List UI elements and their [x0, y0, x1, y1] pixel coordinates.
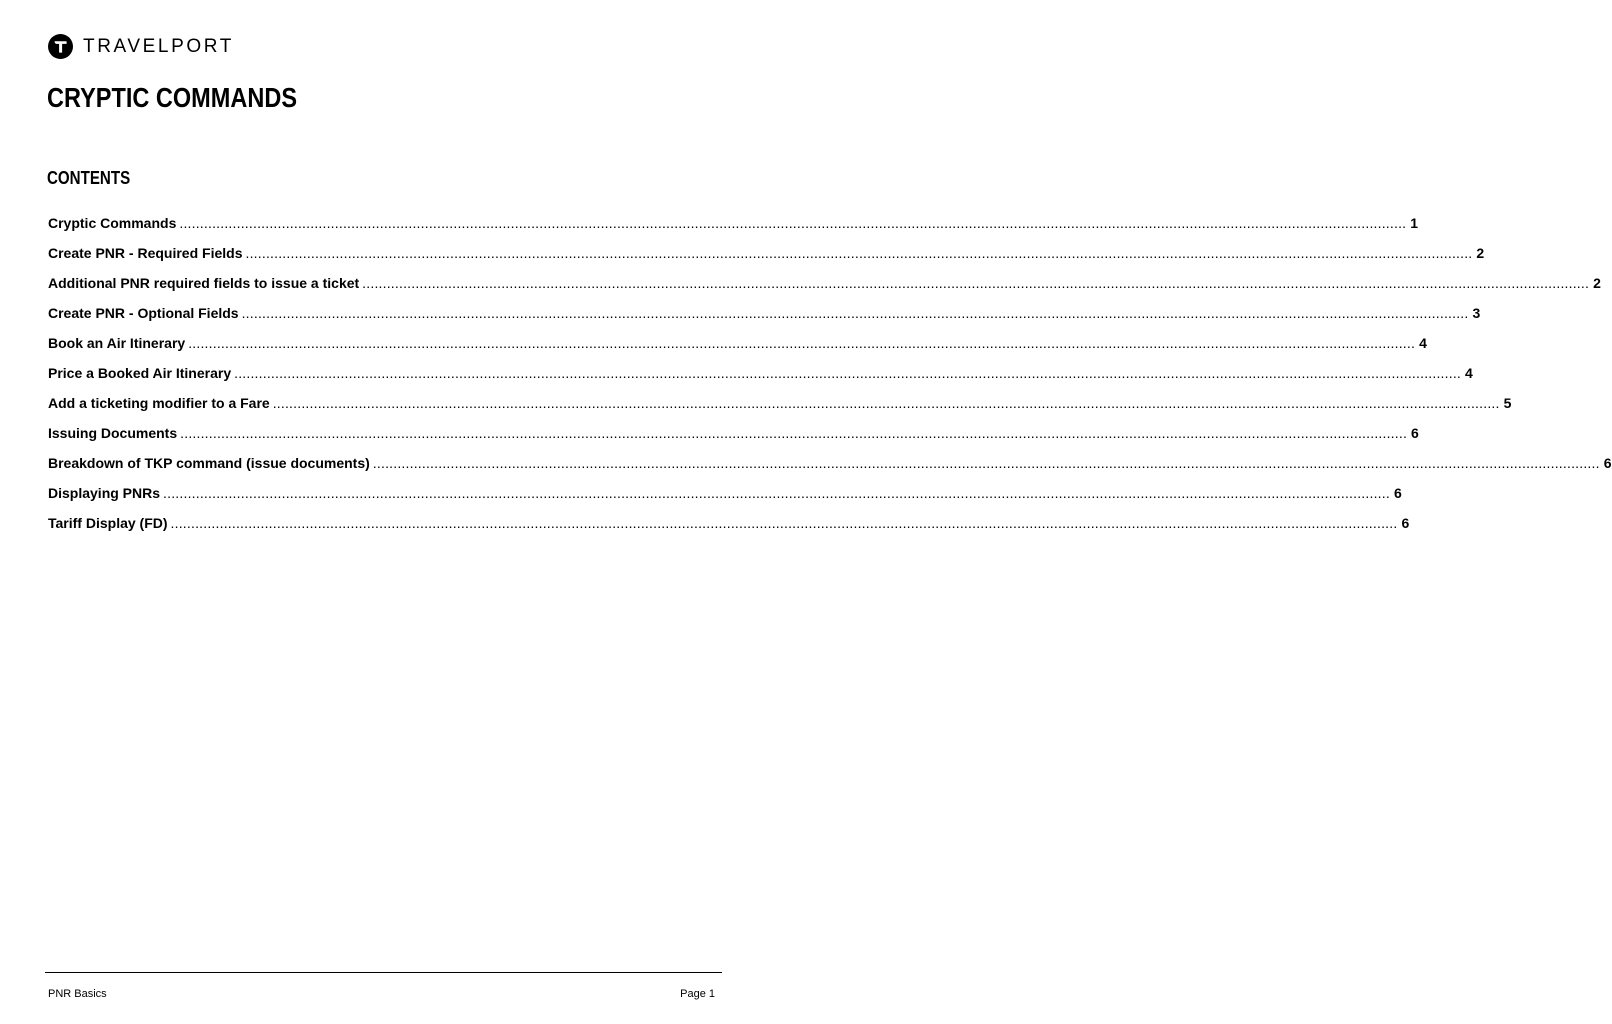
- footer-page-number: Page 1: [680, 988, 715, 1000]
- toc-entry-page: 3: [1472, 305, 1481, 321]
- toc-entry[interactable]: [48, 448, 1612, 478]
- toc-entry-page: 2: [1476, 245, 1485, 261]
- toc-leader-dots: ............................................................................................................................................................................................................................................................................................................: [179, 215, 1407, 231]
- toc-entry-label: Price a Booked Air Itinerary: [48, 365, 232, 381]
- document-title: CRYPTIC COMMANDS: [47, 82, 298, 113]
- toc-entry[interactable]: [48, 508, 1410, 538]
- toc-entry-label: Add a ticketing modifier to a Fare: [48, 395, 270, 411]
- toc-leader-dots: ............................................................................................................................................................................................................................................................................................................: [241, 305, 1469, 321]
- toc-entry-page: 6: [1603, 455, 1612, 471]
- toc-entry[interactable]: [48, 208, 1419, 238]
- toc-entry[interactable]: [48, 268, 1601, 298]
- toc-entry-page: 6: [1393, 485, 1402, 501]
- table-of-contents: [48, 208, 1612, 538]
- toc-entry-label: Cryptic Commands: [48, 215, 177, 231]
- toc-entry[interactable]: [48, 388, 1512, 418]
- toc-leader-dots: ............................................................................................................................................................................................................................................................................................................: [170, 515, 1398, 531]
- toc-entry-page: 1: [1410, 215, 1419, 231]
- toc-entry-page: 6: [1401, 515, 1410, 531]
- toc-leader-dots: ............................................................................................................................................................................................................................................................................................................: [245, 245, 1473, 261]
- toc-entry[interactable]: [48, 298, 1481, 328]
- toc-leader-dots: ............................................................................................................................................................................................................................................................................................................: [163, 485, 1390, 501]
- toc-entry-page: 5: [1503, 395, 1512, 411]
- travelport-logo: [48, 33, 234, 59]
- toc-entry-page: 4: [1465, 365, 1473, 381]
- contents-heading: CONTENTS: [47, 168, 131, 188]
- toc-entry[interactable]: [48, 418, 1419, 448]
- toc-entry[interactable]: [48, 478, 1402, 508]
- toc-leader-dots: ............................................................................................................................................................................................................................................................................................................: [372, 455, 1600, 471]
- toc-entry-label: Issuing Documents: [48, 425, 178, 441]
- toc-leader-dots: ............................................................................................................................................................................................................................................................................................................: [188, 335, 1416, 351]
- toc-entry[interactable]: [48, 358, 1473, 388]
- footer-divider: [45, 972, 722, 973]
- toc-leader-dots: ............................................................................................................................................................................................................................................................................................................: [180, 425, 1408, 441]
- toc-entry[interactable]: [48, 238, 1485, 268]
- toc-entry-label: Additional PNR required fields to issue a ticket: [48, 275, 360, 291]
- toc-entry-page: 4: [1419, 335, 1427, 351]
- toc-entry-page: 6: [1411, 425, 1419, 441]
- toc-entry-label: Breakdown of TKP command (issue documents): [48, 455, 370, 471]
- footer-document-name: PNR Basics: [48, 988, 107, 1000]
- toc-entry-label: Create PNR - Optional Fields: [48, 305, 239, 321]
- toc-leader-dots: ............................................................................................................................................................................................................................................................................................................: [272, 395, 1500, 411]
- toc-leader-dots: ............................................................................................................................................................................................................................................................................................................: [234, 365, 1462, 381]
- brand-name: TRAVELPORT: [83, 35, 234, 57]
- toc-entry-label: Displaying PNRs: [48, 485, 161, 501]
- toc-entry-label: Tariff Display (FD): [48, 515, 168, 531]
- toc-leader-dots: ............................................................................................................................................................................................................................................................................................................: [362, 275, 1590, 291]
- toc-entry-page: 2: [1593, 275, 1601, 291]
- travelport-t-circle-icon: [48, 34, 73, 59]
- toc-entry-label: Create PNR - Required Fields: [48, 245, 243, 261]
- toc-entry[interactable]: [48, 328, 1427, 358]
- toc-entry-label: Book an Air Itinerary: [48, 335, 186, 351]
